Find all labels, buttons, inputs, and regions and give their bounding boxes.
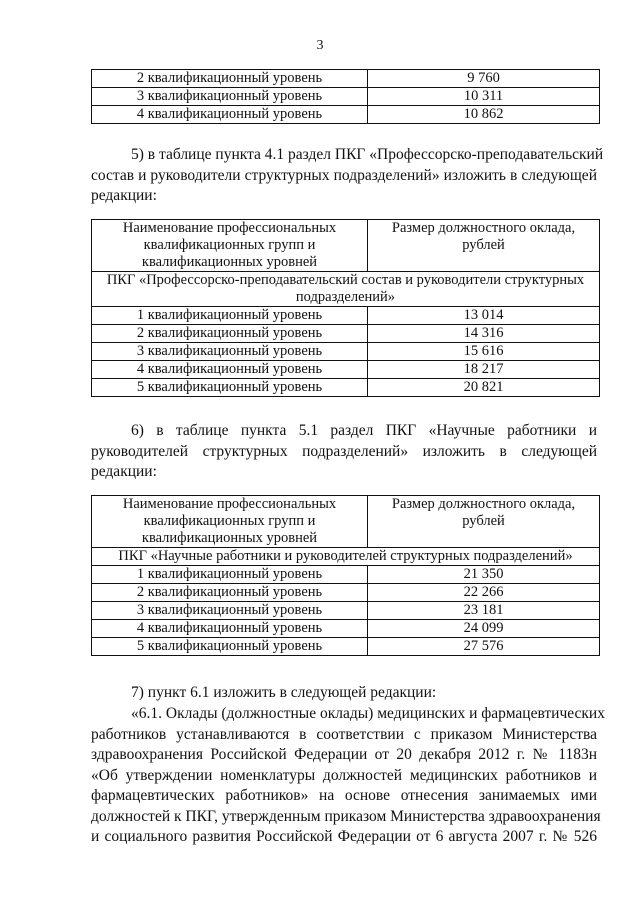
paragraph-line: «6.1. Оклады (должностные оклады) медицинских и фармацевтических [131, 705, 605, 722]
paragraph-line: редакции: [91, 463, 157, 480]
salary-cell: 9 760 [368, 70, 600, 88]
paragraph-5 [91, 145, 604, 207]
salary-cell: 27 576 [368, 638, 600, 656]
header-cell-group-name: Наименование профессиональных квалификационных групп и квалификационных уровней [92, 220, 368, 272]
salary-cell: 15 616 [368, 343, 600, 361]
qualification-level-cell: 3 квалификационный уровень [92, 343, 368, 361]
table-row [92, 638, 600, 656]
group-cell: ПКГ «Профессорско-преподавательский состав и руководители структурных подразделений» [92, 272, 600, 307]
paragraph-7-quote [91, 704, 605, 848]
salary-cell: 22 266 [368, 584, 600, 602]
table-row [92, 343, 600, 361]
salary-table-4-1 [91, 219, 600, 397]
paragraph-line: работников устанавливаются в соответствии с приказом Министерства [91, 725, 597, 743]
salary-cell: 14 316 [368, 325, 600, 343]
salary-cell: 18 217 [368, 361, 600, 379]
qualification-level-cell: 3 квалификационный уровень [92, 88, 368, 106]
table-header-row [92, 496, 600, 548]
qualification-level-cell: 5 квалификационный уровень [92, 379, 368, 397]
qualification-level-cell: 1 квалификационный уровень [92, 566, 368, 584]
paragraph-line: и социального развития Российской Федерации от 6 августа 2007 г. № 526 [91, 828, 597, 845]
header-cell-salary: Размер должностного оклада, рублей [368, 220, 600, 272]
paragraph-line: редакции: [91, 187, 157, 204]
paragraph-line: 6) в таблице пункта 5.1 раздел ПКГ «Научные работники и [131, 422, 597, 439]
salary-cell: 21 350 [368, 566, 600, 584]
table-row [92, 88, 600, 106]
qualification-level-cell: 1 квалификационный уровень [92, 307, 368, 325]
table-row [92, 70, 600, 88]
paragraph-line: должностей к ПКГ, утвержденным приказом Министерства здравоохранения [91, 807, 601, 825]
group-row [92, 548, 600, 566]
paragraph-line: здравоохранения Российской Федерации от 20 декабря 2012 г. № 1183н [91, 746, 597, 763]
qualification-level-cell: 4 квалификационный уровень [92, 620, 368, 638]
qualification-level-cell: 4 квалификационный уровень [92, 361, 368, 379]
table-row [92, 566, 600, 584]
salary-cell: 10 862 [368, 106, 600, 124]
table-row [92, 602, 600, 620]
qualification-level-cell: 2 квалификационный уровень [92, 584, 368, 602]
table-row [92, 361, 600, 379]
table-row [92, 584, 600, 602]
qualification-level-cell: 2 квалификационный уровень [92, 70, 368, 88]
salary-cell: 20 821 [368, 379, 600, 397]
qualification-level-cell: 3 квалификационный уровень [92, 602, 368, 620]
group-row [92, 272, 600, 307]
table-row [92, 379, 600, 397]
salary-cell: 10 311 [368, 88, 600, 106]
paragraph-line: руководителей структурных подразделений» изложить в следующей [91, 442, 597, 460]
qualification-level-cell: 4 квалификационный уровень [92, 106, 368, 124]
qualification-level-cell: 5 квалификационный уровень [92, 638, 368, 656]
page-number: 3 [316, 38, 324, 53]
paragraph-line: «Об утверждении номенклатуры должностей медицинских работников и [91, 766, 597, 784]
qualification-level-cell: 2 квалификационный уровень [92, 325, 368, 343]
paragraph-7 [91, 683, 597, 704]
table-header-row [92, 220, 600, 272]
table-row [92, 620, 600, 638]
paragraph-line: состав и руководители структурных подразделений» изложить в следующей [91, 166, 597, 184]
paragraph-line: 5) в таблице пункта 4.1 раздел ПКГ «Профессорско-преподавательский [131, 146, 604, 163]
salary-table-5-1 [91, 495, 600, 656]
table-row [92, 307, 600, 325]
salary-table-continuation [91, 69, 600, 124]
paragraph-line: фармацевтических работников» на основе отнесения занимаемых ими [91, 787, 597, 804]
table-row [92, 106, 600, 124]
table-row [92, 325, 600, 343]
header-cell-group-name: Наименование профессиональных квалификационных групп и квалификационных уровней [92, 496, 368, 548]
group-cell: ПКГ «Научные работники и руководителей структурных подразделений» [92, 548, 600, 566]
salary-cell: 23 181 [368, 602, 600, 620]
salary-cell: 13 014 [368, 307, 600, 325]
salary-cell: 24 099 [368, 620, 600, 638]
paragraph-6 [91, 421, 597, 483]
header-cell-salary: Размер должностного оклада, рублей [368, 496, 600, 548]
paragraph-line: 7) пункт 6.1 изложить в следующей редакции: [131, 684, 437, 701]
